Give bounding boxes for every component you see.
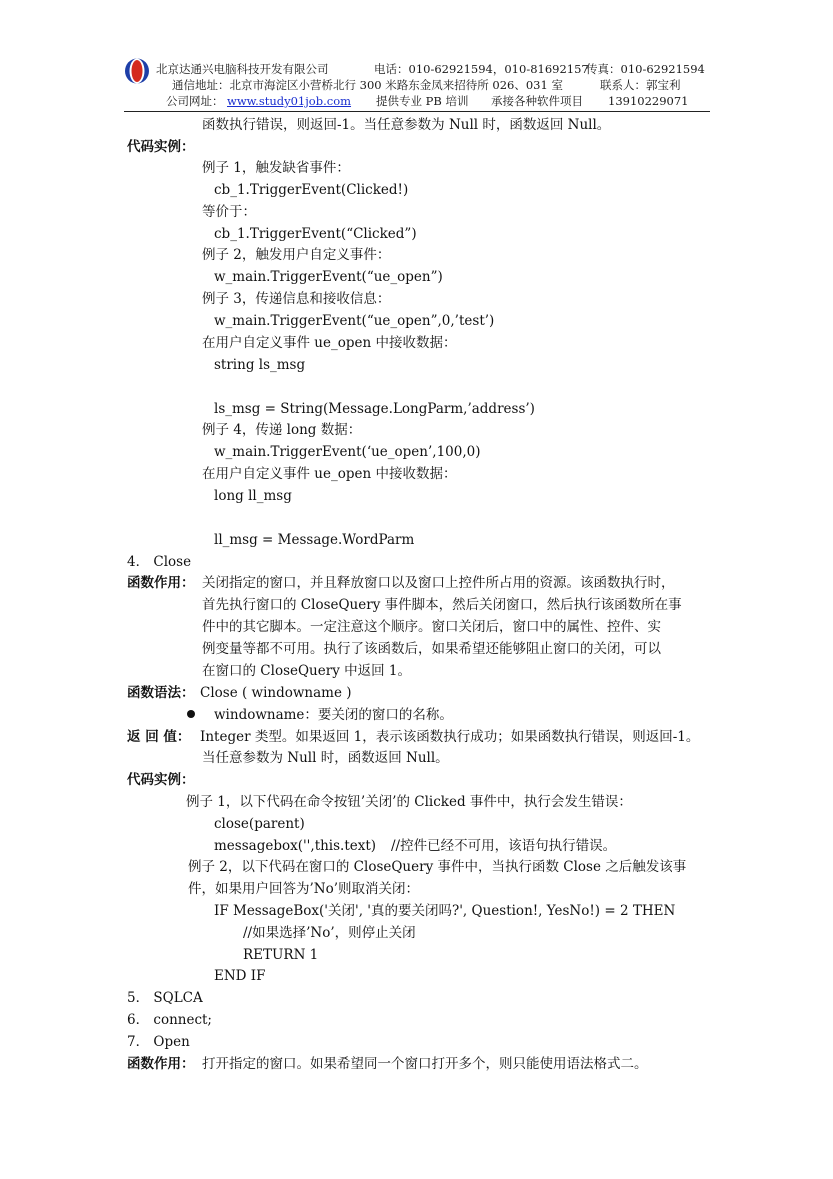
purpose-text: 打开指定的窗口。如果希望同一个窗口打开多个，则只能使用语法格式二。 <box>202 1056 648 1072</box>
section-4-heading: 4． Close <box>127 554 192 570</box>
company-logo-icon <box>124 58 150 84</box>
code-line: close(parent) <box>214 816 305 832</box>
header-divider <box>124 111 710 112</box>
purpose-text: 件中的其它脚本。一定注意这个顺序。窗口关闭后，窗口中的属性、控件、实 <box>202 619 661 635</box>
website-label: 公司网址： <box>166 94 224 108</box>
code-line: cb_1.TriggerEvent(“Clicked”) <box>214 226 417 242</box>
purpose-text: 例变量等都不可用。执行了该函数后，如果希望还能够阻止窗口的关闭，可以 <box>202 641 661 657</box>
code-comment: //控件已经不可用，该语句执行错误。 <box>391 838 617 854</box>
code-example-label: 代码实例： <box>127 139 195 155</box>
code-line: w_main.TriggerEvent(“ue_open”,0,’test’) <box>214 313 495 329</box>
code-line: ls_msg = String(Message.LongParm,’address’) <box>214 401 535 417</box>
code-example-label: 代码实例： <box>127 772 195 788</box>
example-1-title: 例子 1，触发缺省事件： <box>202 160 350 176</box>
code-line: RETURN 1 <box>243 947 319 963</box>
purpose-text: 关闭指定的窗口，并且释放窗口以及窗口上控件所占用的资源。该函数执行时， <box>202 575 675 591</box>
company-address: 通信地址：北京市海淀区小营桥北行 300 米路东金凤来招待所 026、031 室 <box>172 78 563 92</box>
code-line: w_main.TriggerEvent(‘ue_open’,100,0) <box>214 444 481 460</box>
return-value-text: Integer 类型。如果返回 1，表示该函数执行成功；如果函数执行错误，则返回-1。 <box>200 729 700 745</box>
website-link[interactable]: www.study01job.com <box>227 94 352 108</box>
purpose-text: 首先执行窗口的 CloseQuery 事件脚本，然后关闭窗口，然后执行该函数所在事 <box>202 597 682 613</box>
code-line: IF MessageBox('关闭', '真的要关闭吗?', Question!, YesNo!) = 2 THEN <box>214 903 676 919</box>
purpose-text: 在窗口的 CloseQuery 中返回 1。 <box>202 663 411 679</box>
example-2-title: 例子 2，触发用户自定义事件： <box>202 247 391 263</box>
example-1-title: 例子 1，以下代码在命令按钮’关闭’的 Clicked 事件中，执行会发生错误： <box>186 794 632 810</box>
service-training: 提供专业 PB 培训 <box>376 94 469 108</box>
return-value-label: 返 回 值： <box>127 729 191 745</box>
company-name: 北京达通兴电脑科技开发有限公司 <box>156 62 329 76</box>
example-2-title: 例子 2，以下代码在窗口的 CloseQuery 事件中，当执行函数 Close 之后触发该事 <box>188 859 687 875</box>
function-syntax-label: 函数语法： <box>127 685 195 701</box>
code-line: ll_msg = Message.WordParm <box>214 532 415 548</box>
code-line: long ll_msg <box>214 488 292 504</box>
service-projects: 承接各种软件项目 <box>491 94 583 108</box>
code-line: string ls_msg <box>214 357 306 373</box>
code-line: END IF <box>214 968 266 984</box>
code-line: messagebox('',this.text) <box>214 838 377 854</box>
equivalent-label: 等价于： <box>202 204 256 220</box>
section-6-heading: 6． connect; <box>127 1012 212 1028</box>
section-5-heading: 5． SQLCA <box>127 990 203 1006</box>
example-4-title: 例子 4，传递 long 数据： <box>202 422 362 438</box>
code-line: w_main.TriggerEvent(“ue_open”) <box>214 269 443 285</box>
example-2-title: 件，如果用户回答为’No’则取消关闭： <box>188 881 420 897</box>
syntax-text: Close ( windowname ) <box>200 685 352 701</box>
company-fax: 传真：010-62921594 <box>586 62 705 76</box>
section-7-heading: 7． Open <box>127 1034 190 1050</box>
company-mobile: 13910229071 <box>608 94 689 108</box>
code-comment: //如果选择’No’，则停止关闭 <box>243 925 416 941</box>
parameter-text: windowname：要关闭的窗口的名称。 <box>214 707 453 723</box>
return-note-line: 函数执行错误，则返回-1。当任意参数为 Null 时，函数返回 Null。 <box>202 117 611 133</box>
bullet-icon <box>187 710 195 718</box>
example-3-title: 例子 3，传递信息和接收信息： <box>202 291 391 307</box>
company-phone: 电话：010-62921594，010-81692157 <box>374 62 589 76</box>
function-purpose-label: 函数作用： <box>127 575 195 591</box>
receive-data-text: 在用户自定义事件 ue_open 中接收数据： <box>202 466 457 482</box>
receive-data-text: 在用户自定义事件 ue_open 中接收数据： <box>202 335 457 351</box>
company-contact: 联系人：郭宝利 <box>600 78 681 92</box>
function-purpose-label: 函数作用： <box>127 1056 195 1072</box>
return-value-text: 当任意参数为 Null 时，函数返回 Null。 <box>202 750 449 766</box>
code-line: cb_1.TriggerEvent(Clicked!) <box>214 182 409 198</box>
